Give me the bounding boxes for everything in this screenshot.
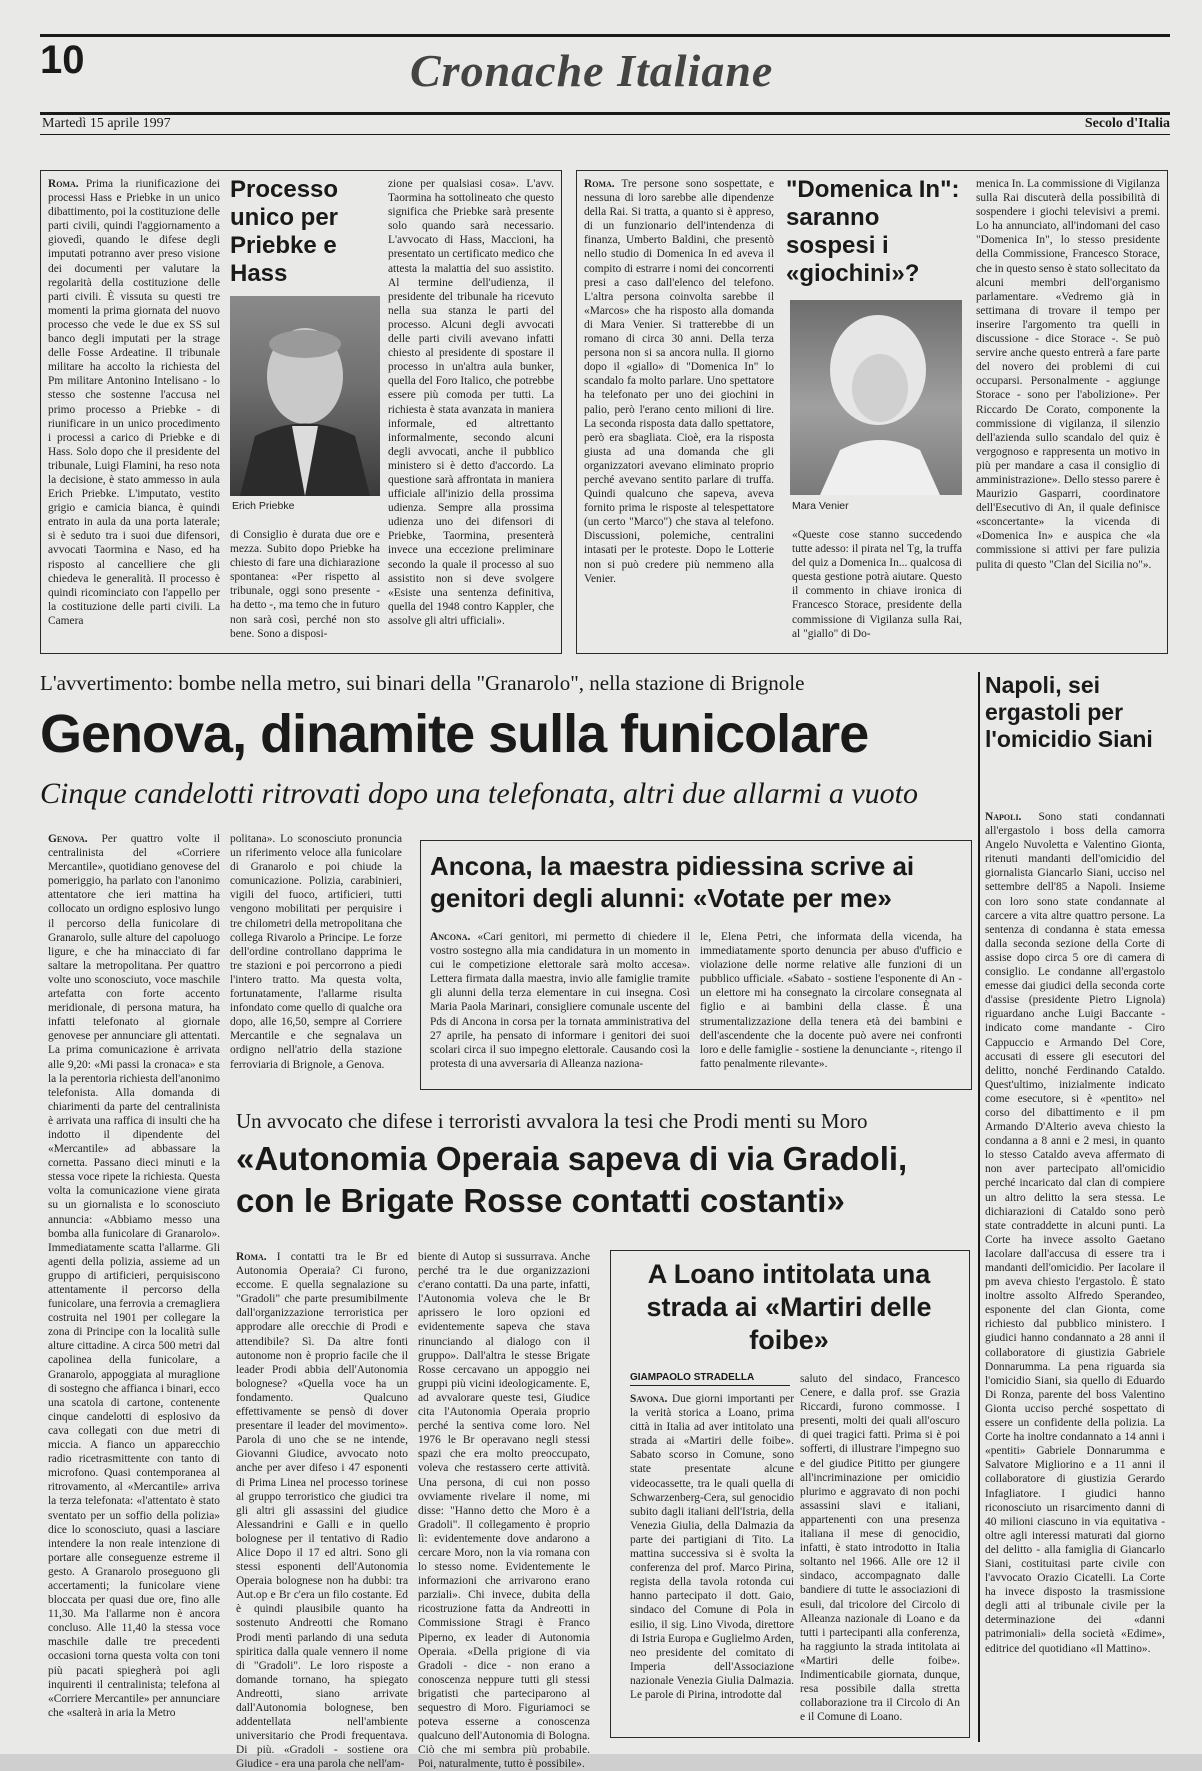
issue-date: Martedì 15 aprile 1997 <box>42 116 171 131</box>
priebke-headline: Processo unico per Priebke e Hass <box>230 176 339 287</box>
portrait-illustration <box>230 296 380 496</box>
ancona-col1-text: «Cari genitori, mi permetto di chiedere il vostro sostegno alla mia candidatura in un momento in cui le competizione elettorale sarà molto accesa». Lettera firmata dalla maestra, invio alle famiglie tramite gli alunni della terza elementare in cui insegna. Così Maria Paola Marinari, consigliere comunale uscente del Pds di Ancona in corsa per la tornata amministrativa del 27 aprile, ha pensato di informare i genitori dei suoi scolari circa il suo impegno elettorale. Causando così la protesta di una avversaria di Alleanza naziona- <box>430 931 690 1070</box>
domenica-col1-text: Tre persone sono sospettate, e nessuna di loro sarebbe alle dipendenze della Rai. Si tratta, a quanto si è appreso, di un funzionario dell'intendenza di finanza, Umberto Baldini, che presentò nello studio di Domenica In ed aveva il compito di estrarre i nomi dei concorrenti presi a caso dall'elenco del telefono. L'altra persona coinvolta sarebbe il «Marcos» che ha risposto alla domanda di Mara Venier. Si tratterebbe di un romano di circa 30 anni. Della terza persona non si sa ancora nulla. Il giorno dopo il «giallo» di "Domenica In" lo scandalo fa molto parlare. Uno spettatore ha telefonato per uno dei giochini in palio, però l'erano cento milioni di lire. La seconda risposta data dallo spettatore, però era sbagliata. Cioè, era la risposta giusta ad una domanda che gli organizzatori avevano eliminato proprio perché avevano sentito parlare di truffa. Quindi qualcuno che sapeva, aveva fornito prima le risposte al telespettatore (un certo "Marco") che stava al telefono. Discussioni, polemiche, centralini intasati per le proteste. Dopo le Lotterie non si può credere più nemmeno alla Venier. <box>584 178 774 585</box>
genova-lead-word: Genova. <box>48 833 88 845</box>
page-number: 10 <box>40 38 85 82</box>
genova-subhead: Cinque candelotti ritrovati dopo una telefonata, altri due allarmi a vuoto <box>40 777 918 810</box>
priebke-photo <box>230 296 380 496</box>
napoli-column <box>985 810 1165 1738</box>
priebke-col1-text: Prima la riunificazione dei processi Hass e Priebke in un unico dibattimento, poi la costituzione delle parti civili, quindi l'aggiornamento a giovedì, quando le difese degli imputati potranno aver preso visione dei documenti per valutare la regolarità della costituzione delle parti civili. È vissuta su questi tre momenti la prima giornata del nuovo processo che vede le due ex SS sul banco degli imputati per la strage delle Fosse Ardeatine. Il tribunale militare ha accolto la richiesta del Pm militare Antonino Intelisano - lo stesso che sostenne l'accusa nel primo processo a Priebke - di riunificare in un unico procedimento i processi a carico di Priebke e di Hass. Solo dopo che il presidente del tribunale, Luigi Flamini, ha reso nota la decisione, è stato ammesso in aula Erich Priebke. L'imputato, vestito grigio e camicia bianca, è quindi entrato in aula da una porta laterale; si è seduto tra i suoi due difensori, avvocati Taormina e Naso, ed ha risposto al cancelliere che gli chiedeva le generalità. Il processo è quindi ricominciato con l'appello per la costituzione delle parti civili. La Camera <box>48 178 220 627</box>
ancona-column-2: le, Elena Petri, che informata della vicenda, ha immediatamente sporto denuncia per abuso d'ufficio e violazione delle norme relative alle funzioni di un pubblico ufficiale. «Sabato - sostiene l'esponente di An - un elettore mi ha consegnato la circolare consegnata al figlio e ai bambini della classe. È una strumentalizzazione della tenera età dei bambini e dell'ascendente che la docente può avere nei confronti loro e delle famiglie - sostiene la denunciante -, ritengo il fatto penalmente rilevante». <box>700 931 962 1070</box>
moro-kicker: Un avvocato che difese i terroristi avvalora la tesi che Prodi menti su Moro <box>236 1109 868 1133</box>
priebke-photo-caption: Erich Priebke <box>232 500 295 512</box>
domenica-headline: "Domenica In": saranno sospesi i «giochini»? <box>786 176 960 287</box>
loano-lead-word: Savona. <box>630 1393 668 1405</box>
genova-column-1 <box>48 832 220 1737</box>
loano-byline: GIAMPAOLO STRADELLA <box>630 1372 790 1386</box>
domenica-column-1 <box>584 177 774 645</box>
moro-column-1 <box>236 1250 408 1771</box>
genova-headline: Genova, dinamite sulla funicolare <box>40 704 869 764</box>
priebke-lead-word: Roma. <box>48 178 79 190</box>
moro-column-2: biente di Autop si sussurrava. Anche perché tra le due organizzazioni c'erano contatti. Da una parte, infatti, l'Autonomia voleva che le Br aprissero le loro opzioni ed evidentemente sapeva che stava rinunciando al dialogo con il gruppo». Dall'altra le stesse Brigate Rosse cercavano un appoggio nei gruppi più vicini ideologicamente. E, ad avvalorare queste tesi, Giudice cita l'Autonomia Operaia proprio perché la sentiva come loro. Nel 1976 le Br operavano negli stessi spazi che era molto preoccupato, voleva che restassero certe attività. Una persona, di cui non posso ovviamente rivelare il nome, mi disse: "Hanno detto che Moro è a Gradoli". Il collegamento è proprio lì: evidentemente dove andarono a cercare Moro, non la via romana con lo stesso nome. Evidentemente le informazioni che arrivarono erano parziali». Chi invece, dubita della ricostruzione fatta da Andreotti in Commissione Stragi è Franco Piperno, ex leader di Autonomia Operaia. «Della prigione di via Gradoli - dice - non erano a conoscenza neppure tutti gli stessi brigatisti che parteciparono al sequestro di Moro. Figuriamoci se poteva esserne a conoscenza qualcuno dell'Autonomia di Bologna. Ciò che mi sembra più probabile. Poi, naturalmente, tutto è possibile». <box>418 1251 590 1771</box>
napoli-divider <box>978 672 980 1742</box>
napoli-headline: Napoli, sei ergastoli per l'omicidio Siani <box>985 672 1153 752</box>
genova-col2-text: politana». Lo sconosciuto pronuncia un riferimento veloce alla funicolare di Granarolo e poi chiude la comunicazione. Polizia, carabinieri, vigili del fuoco, artificieri, tutti vengono mobilitati per perquisire i tre chilometri della metropolitana che collega Rivarolo a Principe. Le forze dell'ordine controllano dapprima le tre stazioni e poi percorrono a piedi l'intero tratto. Ma questa volta, fortunatamente, l'allarme risulta infondato come quello di qualche ora dopo, alle 16,50, sempre al Corriere Mercantile e che segnalava un ordigno nell'atrio della stazione ferroviaria di Brignole, a Genova. <box>230 833 402 1071</box>
loano-headline: A Loano intitolata una strada ai «Martiri delle foibe» <box>646 1259 932 1355</box>
domenica-lead-word: Roma. <box>584 178 615 190</box>
moro-headline: «Autonomia Operaia sapeva di via Gradoli, con le Brigate Rosse contatti costanti» <box>236 1140 908 1219</box>
ancona-lead-word: Ancona. <box>430 931 471 943</box>
ancona-headline: Ancona, la maestra pidiessina scrive ai genitori degli alunni: «Votate per me» <box>430 851 915 913</box>
ancona-column-1 <box>430 930 690 1080</box>
date-rule <box>40 134 1170 135</box>
newspaper-name: Secolo d'Italia <box>1084 116 1170 131</box>
loano-column-1 <box>630 1392 794 1728</box>
napoli-body-text: Sono stati condannati all'ergastolo i boss della camorra Angelo Nuvoletta e Valentino Gionta, ritenuti mandanti dell'omicidio del giornalista Giancarlo Siani, ucciso nel settembre dell'85 a Napoli. Insieme con loro sono state condannate al carcere a vita altre quattro persone. La sentenza di condanna è stata emessa dalla seconda sezione della Corte di assise dopo circa 5 ore di camera di consiglio. Le condanne all'ergastolo emesse dai giudici della seconda corte d'assise (presidente Pietro Lignola) riguardano anche Luigi Baccante - indicato come mandante - Ciro Cappuccio e Armando Del Core, accusati di essere gli esecutori del delitto, nonché Ferdinando Cataldo. Quest'ultimo, inizialmente indicato come esecutore, si è «pentito» nel corso del dibattimento e il pm Armando D'Alterio aveva chiesto la condanna a 8 anni e 2 mesi, in quanto lo stesso Cataldo aveva affermato di non aver partecipato all'omicidio perché incaricato dal clan di compiere un altro delitto la sera stessa. Le dichiarazioni di Cataldo sono però state contraddette in alcuni punti. La Corte ha invece assolto Gaetano Iacolare dall'accusa di essere tra i mandanti dell'omicidio. Per Iacolare il pm aveva chiesto l'ergastolo. È stato inoltre assolto Alfredo Sperandeo, esponente del clan Gionta, come richiesto dal pubblico ministero. I giudici hanno condannato a 28 anni il collaboratore di giustizia Gabriele Donnarumma. La pena riguarda sia l'omicidio Siani, sia quello di Eduardo Di Ronza, parente del boss Valentino Gionta ucciso perché sospettato di essere un confidente della polizia. La Corte ha inoltre condannato a 14 anni i «pentiti» Gabriele Donnarumma e Salvatore Migliorino e a 11 anni il collaboratore di giustizia Gerardo Infagliatore. I giudici hanno riconosciuto un risarcimento danni di 40 milioni ciascuno in via equitativa - oltre agli interessi maturati dal giorno del delitto - alla famiglia di Giancarlo Siani, costituitasi parte civile con l'avvocato Orazio Cicatelli. La Corte ha invece disposto la trasmissione degli atti al tribunale civile per la determinazione dei «danni patrimoniali» della società «Edime», editrice del quotidiano «Il Mattino». <box>985 811 1165 1655</box>
top-rule <box>40 34 1170 37</box>
napoli-lead-word: Napoli. <box>985 811 1022 823</box>
masthead-rule <box>40 112 1170 115</box>
loano-column-2: saluto del sindaco, Francesco Cenere, e dalla prof. sse Grazia Riccardi, furono commosse. I presenti, molti dei quali all'oscuro di quei tragici fatti. Prima si è poi sofferti, di illustrare l'impegno suo e del giudice Pititto per giungere all'incriminazione per omicidio plurimo e aggravato di non pochi assassini slavi e italiani, appartenenti con una presenza italiana il mese di genocidio, infatti, è stato introdotto in Italia soltanto nel 1966. Alle ore 12 il sindaco, accompagnato dalle bandiere di tutte le associazioni di esuli, dal tricolore del Circolo di Alleanza nazionale di Loano e da tutti i partecipanti alla conferenza, ha raggiunto la strada intitolata ai «Martiri delle foibe». Indimenticabile giornata, dunque, resa possibile dalla stretta collaborazione tra il Circolo di An e il Comune di Loano. <box>800 1373 960 1724</box>
moro-lead-word: Roma. <box>236 1251 267 1263</box>
loano-col1-text: Due giorni importanti per la verità storica a Loano, prima città in Italia ad aver intitolato una strada ai «Martiri delle foibe». Sabato scorso in Comune, sono state presentate alcune videocassette, tra le quali quella di Schwarzenberg-Cera, sul genocidio subito dagli italiani dell'Istria, della Venezia Giulia, della Dalmazia da parte dei partigiani di Tito. La mattina successiva si è svolta la conferenza del prof. Marco Pirina, regista della tavola rotonda cui hanno partecipato il dott. Gaio, sindaco del Comune di Pola in esilio, il sig. Lino Vivoda, direttore di Istria Europa e Guglielmo Arden, neo presidente del comitato di Imperia dell'Associazione nazionale Venezia Giulia Dalmazia. Le parole di Pirina, introdotte dal <box>630 1393 794 1701</box>
moro-col1-text: I contatti tra le Br ed Autonomia Operaia? Ci furono, eccome. E quella segnalazione su "Gradoli" che parte presumibilmente dall'organizzazione terroristica per approdare alle orecchie di Prodi e attendibile? Sì. Da altre fonti autonome non è proprio facile che il leader Prodi abbia dell'Autonomia bolognese? «Quella voce ha un fondamento. Qualcuno effettivamente se pensò di dover presentare il leader del movimento». Parola di uno che se ne intende, Giovanni Giudice, avvocato noto anche per aver difeso i 47 esponenti di Prima Linea nel processo torinese al gruppo terroristico che giudici tra gli altri gli assassini del giudice Alessandrini e Galli e in quello bolognese per il tentativo di Radio Alice Dopo il 17 ed altri. Sono gli stessi esponenti dell'Autonomia Operaia bolognese non ha dubbi: tra Aut.op e Br c'era un filo costante. Ed è quindi plausibile quanto ha sostenuto Andreotti che Romano Prodi mentì parlando di una seduta spiritica dalla quale vennero il nome di "Gradoli". Le loro risposte a domande tornano, ha spiegato Andreotti, siano arrivate dall'Autonomia bolognese, ben addentellata nell'ambiente universitario che Prodi frequentava. Di più. «Gradoli - sostiene ora Giudice - era una parola che nell'am- <box>236 1251 408 1771</box>
genova-kicker: L'avvertimento: bombe nella metro, sui binari della "Granarolo", nella stazione di Brignole <box>40 671 805 695</box>
priebke-column-2: di Consiglio è durata due ore e mezza. Subito dopo Priebke ha chiesto di fare una dichiarazione spontanea: «Per rispetto al tribunale, oggi sono presente - ha detto -, ma temo che in futuro non sarà così, perché non sto bene. Sono a disposi- <box>230 529 380 640</box>
section-title: Cronache Italiane <box>410 45 774 96</box>
venier-photo-caption: Mara Venier <box>792 500 849 512</box>
domenica-column-2: «Queste cose stanno succedendo tutte adesso: il pirata nel Tg, la truffa del quiz a Domenica In... qualcosa di questa gestione potrà aiutare. Questo il commento in chiave ironica di Francesco Storace, presidente della commissione di Vigilanza sulla Rai, al "giallo" di Do- <box>792 529 962 640</box>
portrait-illustration <box>790 300 962 495</box>
priebke-column-3: zione per qualsiasi cosa». L'avv. Taormina ha sottolineato che questo significa che Priebke sarà presente solo quando sarà necessario. L'avvocato di Hass, Maccioni, ha presentato un certificato medico che attesta la malattia del suo assistito. Al termine dell'udienza, il presidente del tribunale ha ricevuto nella sua stanza le parti del processo. Alcuni degli avvocati delle parti civili avevano infatti chiesto al presidente di spostare il processo in un'altra aula bunker, quella del Foro Italico, che potrebbe essere più comoda per tutti. La richiesta è stata avanzata in maniera informale, ed altrettanto informalmente, secondo alcuni degli avvocati, anche il pubblico ministero si è detto d'accordo. La questione sarà affrontata in maniera ufficiale all'inizio della prossima udienza. Sempre alla prossima udienza uno dei difensori di Priebke, Taormina, presenterà invece una eccezione preliminare secondo la quale il processo al suo assistito non si deve svolgere «Esiste una sentenza definitiva, quella del 1948 contro Kappler, che assolve gli altri ufficiali». <box>388 178 554 627</box>
venier-photo <box>790 300 962 495</box>
genova-col1-text: Per quattro volte il centralinista del «Corriere Mercantile», quotidiano genovese del pomeriggio, ha parlato con l'anonimo attentatore che ieri mattina ha collocato un ordigno esplosivo lungo il percorso della funicolare di Granarolo, sulle alture del capoluogo ligure, e che ha minacciato di far saltare la metropolitana. Per quattro volte uno sconosciuto, voce maschile artefatta con forte accento meridionale, di persona matura, ha infatti telefonato al giornale genovese per annunciare gli attentati. La prima comunicazione è arrivata alle 9,20: «Mi passi la cronaca» e sta la la perentoria richiesta dell'anonimo telefonista. Alla domanda di chiarimenti da parte del centralinista è arrivata una raffica di insulti che ha indotto il dipendente del «Mercantile» ad abbassare la cornetta. Passano dieci minuti e la stessa voce ripete la richiesta. Questa volta la comunicazione viene girata su un giornalista e lo sconosciuto annuncia: «Abbiamo messo una bomba alla funicolare di Granarolo». Immediatamente scatta l'allarme. Gli agenti della polizia, assieme ad un gruppo di artificieri, perquisiscono attentamente il percorso della funicolare, una ferrovia a cremagliera costruita nel 1901 per collegare la zona di Principe con la località sulle alture cittadine. A circa 500 metri dal capolinea della funicolare, a Granarolo, appoggiata al muraglione di sostegno che affianca i binari, ecco una scatola di cartone, contenente cinque candelotti di esplosivo da cava collegati con due metri di miccia. A fianco un apparecchio radio ricetrasmittente con tanto di microfono. Quasi contemporanea al ritrovamento, al «Mercantile» arriva la terza telefonata: «l'attentato è stato sventato per un soffio della polizia» dice lo sconosciuto, quasi a lasciare intendere la non reale intenzione di portare alle conseguenze estreme il gesto. A Granarolo proseguono gli accertamenti; la funicolare viene bloccata per quasi due ore, fino alle 11,30. Ma l'allarme non è ancora concluso. Alle 11,40 la stessa voce maschile dalle tre precedenti occasioni torna questa volta con toni più pacati spiegherà poi agli inquirenti il centralinista; telefona al «Corriere Mercantile» per annunciare che «salterà in aria la Metro <box>48 833 220 1719</box>
priebke-column-1 <box>48 177 220 645</box>
domenica-column-3: menica In. La commissione di Vigilanza sulla Rai discuterà della possibilità di sospendere i giochi televisivi a premi. Lo ha annunciato, all'indomani del caso "Domenica In", lo stesso presidente della Commissione, Francesco Storace, che in questo senso è stato sollecitato da alcuni membri dell'organismo parlamentare. «Vedremo già in settimana di trovare il tempo per inserire l'argomento tra quelli in discussione - dice Storace -. Se può servire anche questo entrerà a fare parte del novero dei problemi di cui occuparsi. Personalmente - aggiunge Storace - sono per l'abolizione». Per Riccardo De Corato, componente la commissione di vigilanza, il silenzio dell'azienda sullo scandalo del quiz è vergognoso e rappresenta un motivo in più per mandare a casa il consiglio di amministrazione». Dello stesso parere è Maurizio Gasparri, coordinatore dell'Esecutivo di An, il quale definisce «sconcertante» la vicenda di «Domenica In» e auspica che «la commissione si attivi per fare pulizia pulita di questo "Clan del Sicilia no"». <box>976 178 1160 571</box>
